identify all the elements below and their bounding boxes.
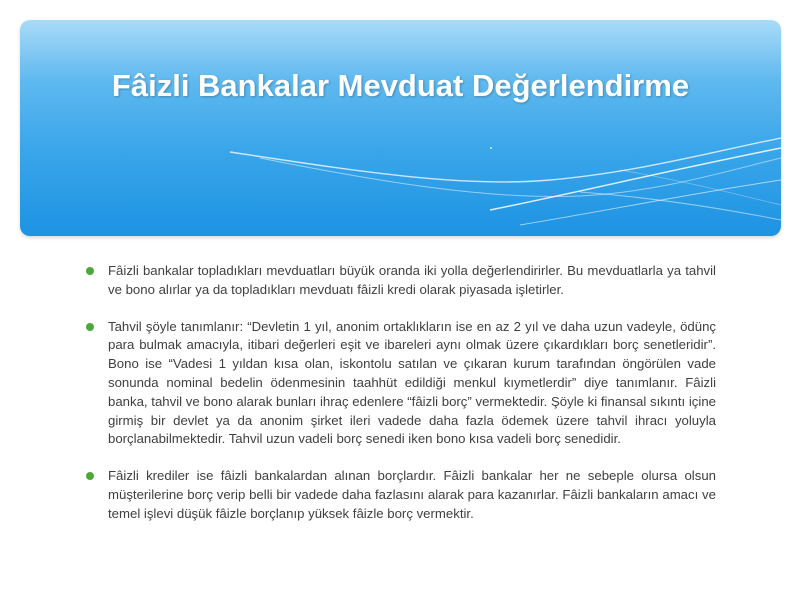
bullet-dot-icon <box>86 472 94 480</box>
bullet-text: Fâizli bankalar topladıkları mevduatları büyük oranda iki yolla değerlendirirler. Bu mevduatlarla ya tahvil ve bono alırlar ya da topladıkları mevduatı fâizli kredi olarak piyasada işletirler. <box>108 263 716 297</box>
bullet-item <box>86 262 716 300</box>
bullet-item <box>86 318 716 450</box>
bullet-text: Tahvil şöyle tanımlanır: “Devletin 1 yıl, anonim ortaklıkların ise en az 2 yıl ve daha uzun vadeyle, ödünç para bulmak amacıyla, itibari değerleri eşit ve ibareleri aynı olmak üzere çıkardıkları borç senetleridir”. Bono ise “Vadesi 1 yıldan kısa olan, iskontolu satılan ve çıkaran kurum tarafından öngörülen vade sonunda nominal bedelin ödenmesinin taahhüt edildiği menkul kıymetlerdir” diye tanımlanır. Fâizli banka, tahvil ve bono alarak bunları ihraç edenlere “fâizli borç” vermektedir. Şöyle ki finansal sıkıntı içine girmiş bir devlet ya da anonim şirket ileri vadede daha fazla ödemek üzere tahvil ihracı yoluyla borçlanabilmektedir. Tahvil uzun vadeli borç senedi iken bono kısa vadeli borç senedidir. <box>108 318 716 447</box>
bullet-item <box>86 467 716 523</box>
wave-decoration <box>20 20 781 236</box>
bullet-text: Fâizli krediler ise fâizli bankalardan alınan borçlardır. Fâizli bankalar her ne sebeple olursa olsun müşterilerine borç verip belli bir vadede daha fazlasını alarak para kazanırlar. Fâizli bankaların amacı ve temel işlevi düşük fâizle borçlanıp yüksek fâizle borç vermektir. <box>108 468 716 521</box>
bullet-dot-icon <box>86 323 94 331</box>
bullet-dot-icon <box>86 267 94 275</box>
slide-title: Fâizli Bankalar Mevduat Değerlendirme <box>111 68 690 103</box>
title-banner <box>20 20 781 236</box>
bullet-list <box>86 262 716 600</box>
